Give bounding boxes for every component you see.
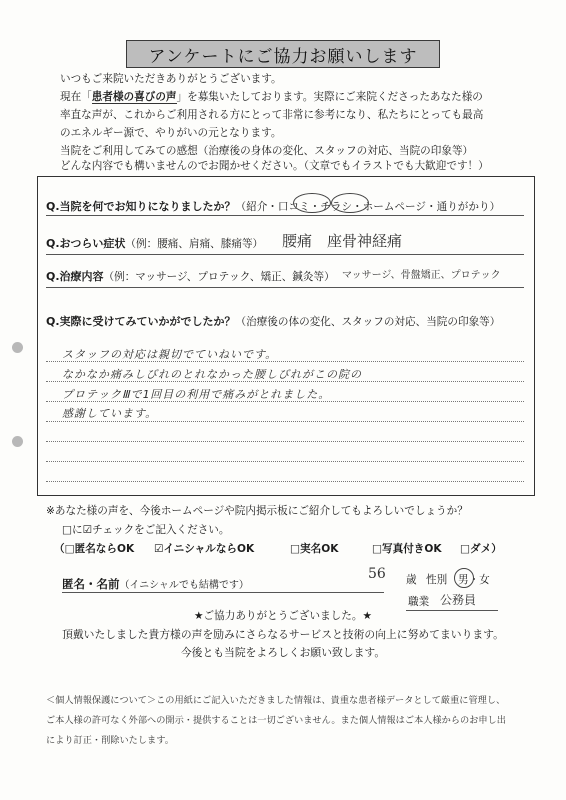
intro-line-1: いつもご来院いただきありがとうございます。	[60, 73, 282, 85]
answer-rule	[46, 401, 524, 402]
q2-answer: 腰痛 座骨神経痛	[282, 232, 403, 250]
q4-answer-line-1: スタッフの対応は親切でていねいです。	[62, 348, 278, 361]
q1-label: Q.当院を何でお知りになりましたか？	[46, 200, 236, 213]
gender-male-circle	[454, 568, 474, 588]
q2-example: （例：腰痛、肩痛、膝痛等）	[125, 238, 264, 250]
q1-options: （紹介・口コミ・チラシ・ホームページ・通りがかり）	[235, 201, 501, 213]
q2-row	[46, 235, 263, 251]
q4-answer-line-3: プロテックⅢで1回目の利用で痛みがとれました。	[62, 388, 331, 401]
punch-hole-bottom	[12, 436, 23, 447]
q1-underline	[46, 215, 524, 216]
intro-highlight: 患者様の喜びの声	[91, 91, 177, 103]
q3-example: （例：マッサージ、プロテック、矯正、鍼灸等）	[103, 271, 335, 283]
closing-line-1: 頂戴いたしました貴方様の声を励みにさらなるサービスと技術の向上に努めてまいります。	[62, 628, 504, 641]
q3-underline	[46, 287, 524, 288]
consent-instruction: □に☑チェックをご記入ください。	[62, 524, 230, 536]
privacy-line-1: ＜個人情報保護について＞この用紙にご記入いただきました情報は、貴重な患者様データとして厳重に管理し、	[46, 695, 506, 706]
answer-rule	[46, 381, 524, 382]
answer-rule	[46, 361, 524, 362]
q3-label: Q.治療内容	[46, 270, 104, 283]
gender-label: 性別	[426, 574, 448, 586]
age-value: 56	[368, 566, 386, 582]
closing-line-2: 今後とも当院をよろしくお願い致します。	[180, 646, 386, 659]
intro-line-4: のエネルギー源で、やりがいの元となります。	[60, 127, 282, 139]
q4-row	[46, 313, 500, 329]
privacy-line-3: により訂正・削除いたします。	[46, 735, 174, 746]
q1-circle-chirashi	[331, 193, 369, 213]
name-underline	[62, 592, 384, 593]
survey-box	[37, 176, 535, 496]
q1-circle-kuchikomi	[293, 193, 331, 213]
intro-line-2-suffix: 」を募集いたしております。実際にご来院くださったあなた様の	[176, 91, 483, 103]
intro-line-5: 当院をご利用してみての感想（治療後の身体の変化、スタッフの対応、当院の印象等）	[60, 145, 474, 157]
consent-option-realname[interactable]: □実名OK	[290, 543, 339, 555]
privacy-line-2: ご本人様の許可なく外部への開示・提供することは一切ございません。また個人情報はご本人様からのお申し出	[46, 715, 506, 726]
intro-line-2	[60, 89, 483, 104]
q4-answer-line-4: 感謝しています。	[62, 407, 158, 420]
intro-line-2-prefix: 現在「	[60, 91, 92, 103]
intro-line-6: どんな内容でも構いませんのでお聞かせください。（文章でもイラストでも大歓迎です！）	[60, 160, 489, 172]
page-title: アンケートにご協力お願いします	[126, 40, 440, 68]
q4-label: Q.実際に受けてみていかがでしたか？	[46, 315, 236, 328]
name-row	[62, 576, 249, 592]
consent-option-initial[interactable]: ☑イニシャルならOK	[154, 543, 255, 555]
job-label: 職業	[408, 596, 430, 608]
q1-row	[46, 198, 500, 214]
answer-rule	[46, 421, 524, 422]
q2-label: Q.おつらい症状	[46, 237, 126, 250]
job-value: 公務員	[440, 593, 477, 607]
q4-example: （治療後の体の変化、スタッフの対応、当院の印象等）	[235, 316, 501, 328]
age-label: 歳	[406, 574, 417, 586]
q3-row	[46, 268, 335, 284]
punch-hole-top	[12, 342, 23, 353]
name-note: （イニシャルでも結構です）	[119, 580, 249, 591]
consent-option-photo[interactable]: □写真付きOK	[372, 543, 442, 555]
q4-answer-line-2: なかなか痛みしびれのとれなかった腰しびれがこの院の	[62, 368, 362, 381]
thanks-message: ★ご協力ありがとうございました。★	[194, 610, 372, 622]
consent-option-no[interactable]: □ダメ）	[460, 543, 502, 555]
consent-option-anonymous[interactable]: （□匿名ならOK	[54, 543, 135, 555]
name-label: 匿名・名前	[62, 577, 120, 591]
gender-options: 男・女	[458, 574, 490, 586]
answer-rule	[46, 461, 524, 462]
answer-rule	[46, 481, 524, 482]
intro-line-3: 率直な声が、これからご利用される方にとって非常に参考になり、私たちにとっても最高	[60, 109, 484, 121]
answer-rule	[46, 441, 524, 442]
q2-underline	[46, 254, 524, 255]
consent-question: ※あなた様の声を、今後ホームページや院内掲示板にご紹介してもよろしいでしょうか？	[46, 505, 468, 517]
q3-answer: マッサージ、骨盤矯正、プロテック	[342, 270, 501, 281]
